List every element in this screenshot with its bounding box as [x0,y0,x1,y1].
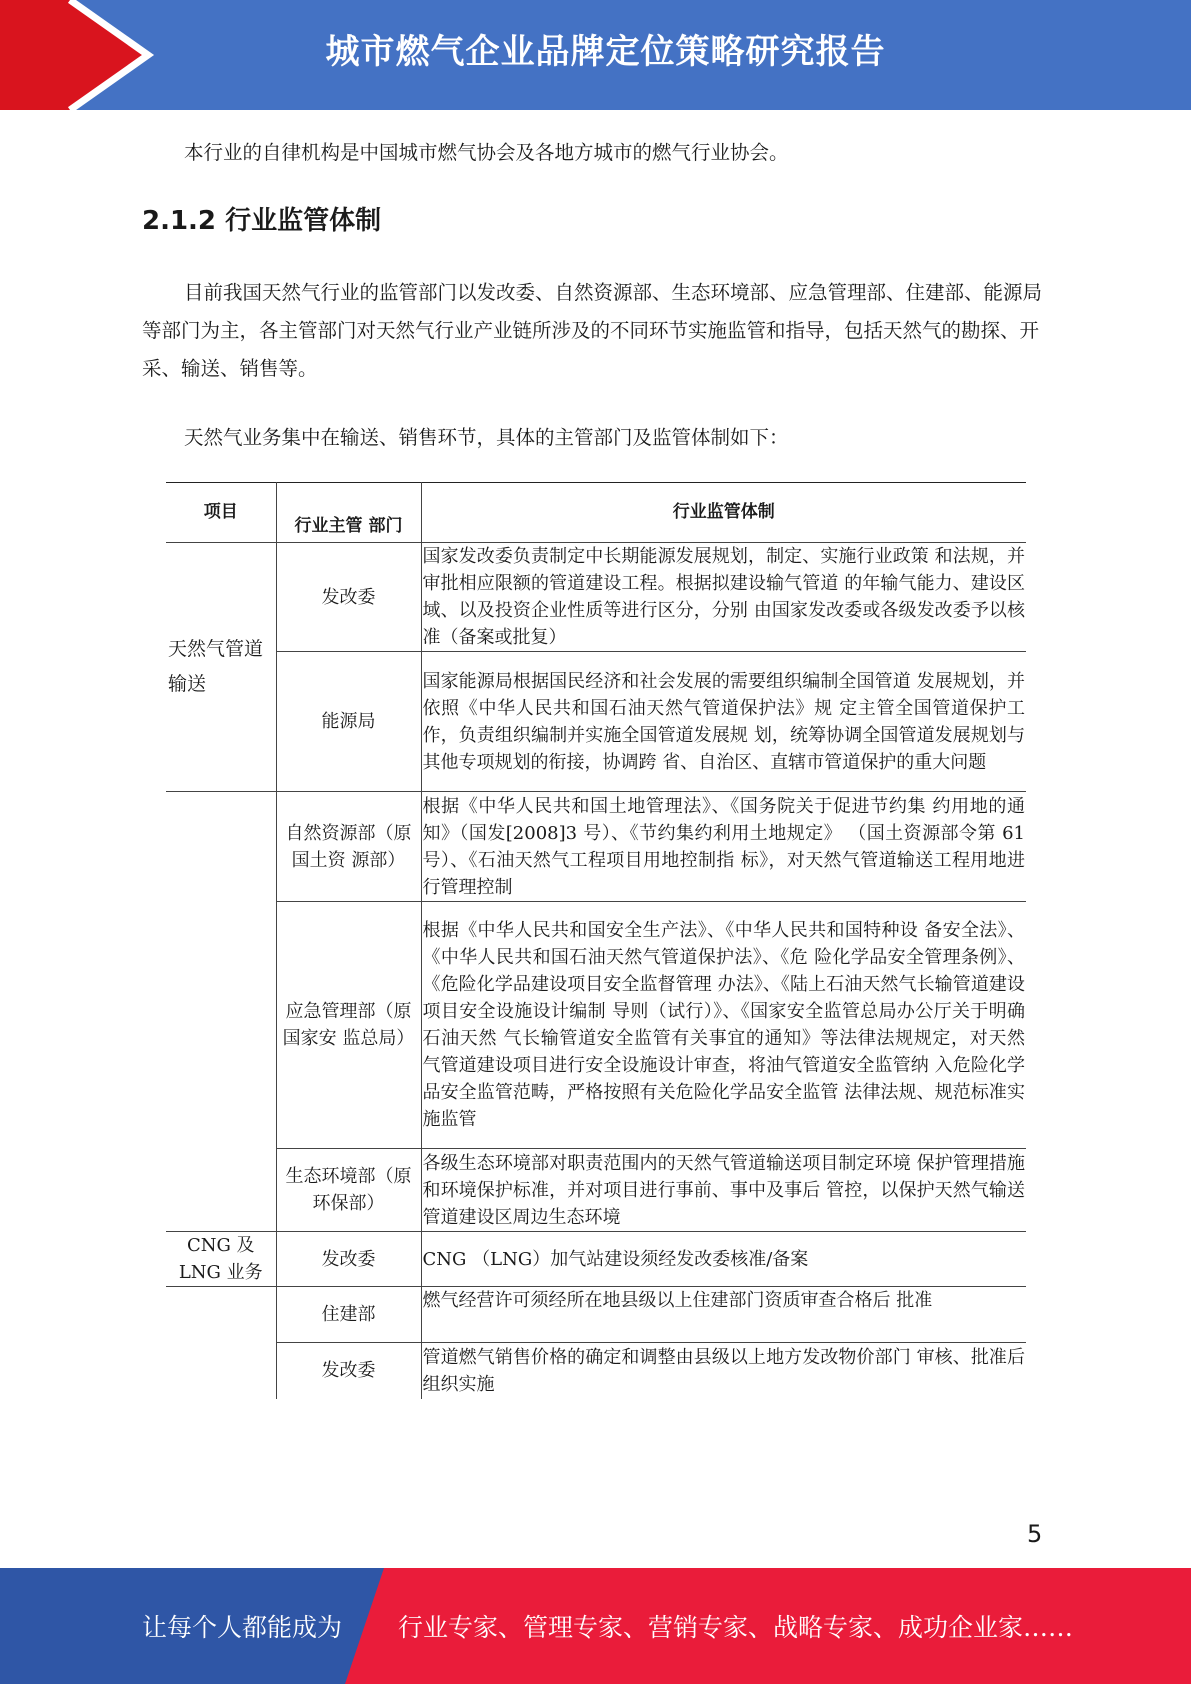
table-row [166,902,1026,1149]
row-item-empty [166,1287,276,1399]
row-desc: 国家发改委负责制定中长期能源发展规划，制定、实施行业政策 和法规，并审批相应限额的管道建设工程。根据拟建设输气管道 的年输气能力、建设区域、以及投资企业性质等进行区分，分别 由国家发改委或各级发改委予以核准（备案或批复） [421,543,1026,652]
row-desc: 管道燃气销售价格的确定和调整由县级以上地方发改物价部门 审核、批准后组织实施 [421,1343,1026,1399]
header-system: 行业监管体制 [421,483,1026,543]
paragraph-table-intro: 天然气业务集中在输送、销售环节，具体的主管部门及监管体制如下： [184,426,789,449]
row-desc: 根据《中华人民共和国土地管理法》、《国务院关于促进节约集 约用地的通知》（国发[2008]3 号）、《节约集约利用土地规定》 （国土资源部令第 61 号）、《石油天然气工程项目用地控制指 标》，对天然气管道输送工程用地进行管理控制 [421,792,1026,902]
page-number: 5 [1027,1520,1043,1548]
row-dept: 发改委 [276,543,421,652]
header-dept: 行业主管 部门 [276,483,421,543]
regulatory-table [166,482,1026,1399]
row-dept: 发改委 [276,1232,421,1287]
row-desc: 各级生态环境部对职责范围内的天然气管道输送项目制定环境 保护管理措施和环境保护标准，并对项目进行事前、事中及事后 管控，以保护天然气输送管道建设区周边生态环境 [421,1149,1026,1232]
table-row [166,1287,1026,1343]
row-dept: 生态环境部（原环保部） [276,1149,421,1232]
report-title: 城市燃气企业品牌定位策略研究报告 [325,32,886,72]
paragraph-regulators: 目前我国天然气行业的监管部门以发改委、自然资源部、生态环境部、应急管理部、住建部、能源局等部门为主，各主管部门对天然气行业产业链所涉及的不同环节实施监管和指导，包括天然气的勘探、开采、输送、销售等。 [142,281,1043,380]
header-item: 项目 [166,483,276,543]
row-item: 天然气管道输送 [166,543,276,792]
table-header-row [166,483,1026,543]
row-dept: 住建部 [276,1287,421,1343]
section-heading: 2.1.2 行业监管体制 [142,206,382,236]
page-header [0,0,1191,110]
row-item: CNG 及 LNG 业务 [166,1232,276,1287]
table-row [166,652,1026,792]
paragraph-association: 本行业的自律机构是中国城市燃气协会及各地方城市的燃气行业协会。 [184,141,789,164]
table-row [166,543,1026,652]
row-desc: 国家能源局根据国民经济和社会发展的需要组织编制全国管道 发展规划，并依照《中华人民共和国石油天然气管道保护法》规 定主管全国管道保护工作，负责组织编制并实施全国管道发展规 划，统筹协调全国管道发展规划与其他专项规划的衔接，协调跨 省、自治区、直辖市管道保护的重大问题 [421,652,1026,792]
footer-slogan-left: 让每个人都能成为 [142,1613,343,1642]
row-desc: 根据《中华人民共和国安全生产法》、《中华人民共和国特种设 备安全法》、《中华人民共和国石油天然气管道保护法》、《危 险化学品安全管理条例》、《危险化学品建设项目安全监督管理 办法》、《陆上石油天然气长输管道建设项目安全设施设计编制 导则（试行）》、《国家安全监管总局办公厅关于明确石油天然 气长输管道安全监管有关事宜的通知》等法律法规规定，对天然 气管道建设项目进行安全设施设计审查，将油气管道安全监管纳 入危险化学品安全监管范畴，严格按照有关危险化学品安全监管 法律法规、规范标准实施监管 [421,902,1026,1149]
row-dept: 自然资源部（原国土资 源部） [276,792,421,902]
page-footer [0,1568,1191,1684]
row-dept: 应急管理部（原国家安 监总局） [276,902,421,1149]
row-dept: 能源局 [276,652,421,792]
footer-slogan-right: 行业专家、管理专家、营销专家、战略专家、成功企业家…… [398,1613,1074,1642]
row-item-empty [166,792,276,1232]
table-row [166,1343,1026,1399]
table-row [166,792,1026,902]
table-row [166,1232,1026,1287]
row-desc: CNG （LNG）加气站建设须经发改委核准/备案 [421,1232,1026,1287]
row-dept: 发改委 [276,1343,421,1399]
table-row [166,1149,1026,1232]
row-desc: 燃气经营许可须经所在地县级以上住建部门资质审查合格后 批准 [421,1287,1026,1343]
